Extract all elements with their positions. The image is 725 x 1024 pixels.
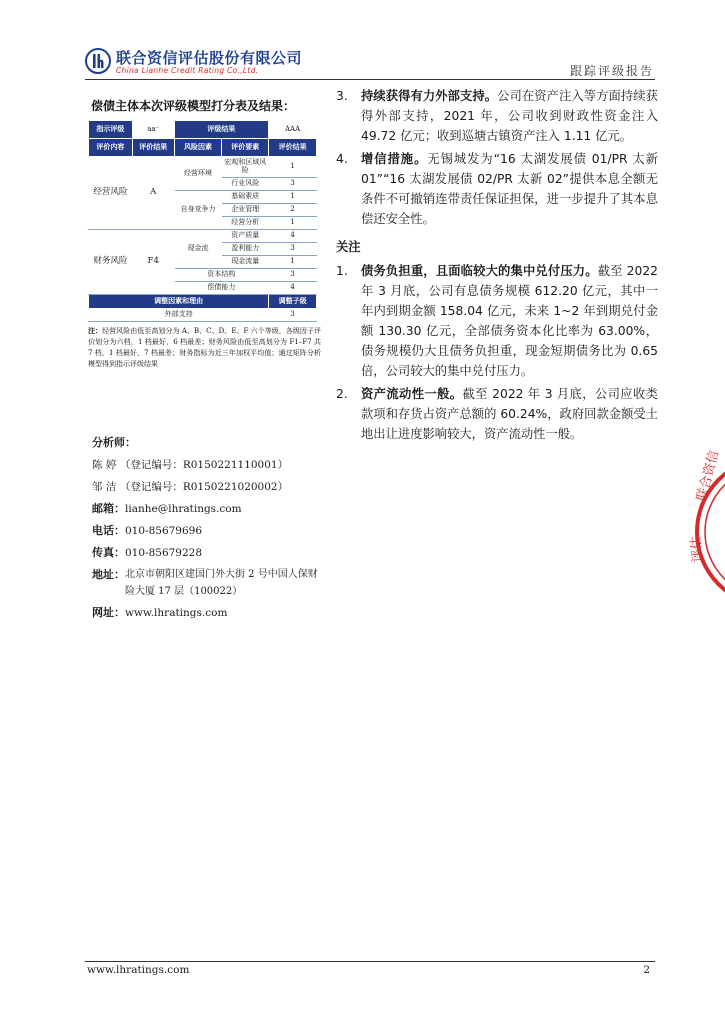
item-text: 无锡城发为“16 太湖发展债 01/PR 太新 01”“16 太湖发展债 02/PR 太新 02”提供本息全额无条件不可撤销连带责任保证担保，进一步提升了其本息偿还安全性。: [361, 152, 658, 226]
item-text: 截至 2022 年 3 月底，公司有息债务规模 612.20 亿元，其中一年内到期金额 158.04 亿元，未来 1~2 年到期兑付金额 130.30 亿元，全部债务资本化比率为 63.00%，债务规模仍大且债务负担重，现金短期债务比为 0.65 倍，公司较大的集中兑付压力。: [361, 264, 658, 378]
rating-result-label: 评级结果: [174, 121, 269, 139]
financial-risk-label: 财务风险: [89, 230, 133, 295]
financial-risk-value: F4: [132, 230, 174, 295]
table-row: [89, 121, 317, 139]
rating-model-section: [88, 93, 321, 370]
factor-score: 1: [269, 217, 317, 230]
analyst-label: 分析师：: [92, 436, 136, 449]
report-type: 跟踪评级报告: [569, 64, 654, 78]
phone-label: 电话：: [92, 524, 125, 537]
item-number: 1.: [336, 264, 348, 278]
factor-name: 经营分析: [222, 217, 269, 230]
concerns-heading: 关注: [336, 240, 361, 254]
list-item: [92, 476, 324, 498]
indicative-rating-label: 指示评级: [89, 121, 133, 139]
table-note-label: 注：: [88, 327, 103, 335]
item-title: 持续获得有力外部支持。: [361, 89, 498, 103]
factor-score: 1: [269, 256, 317, 269]
rating-model-table: [88, 120, 317, 322]
business-risk-value: A: [132, 157, 174, 230]
footer-website-link[interactable]: www.lhratings.com: [87, 964, 190, 976]
indicative-rating-value: aa⁻: [132, 121, 174, 139]
column-header: 风险因素: [174, 139, 222, 157]
main-content: [336, 86, 658, 447]
rating-table-title: 偿债主体本次评级模型打分表及结果：: [91, 99, 296, 113]
factor-name: 偿债能力: [174, 282, 269, 295]
item-number: 4.: [336, 152, 348, 166]
item-text: 截至 2022 年 3 月底，公司应收类款项和存货占资产总额的 60.24%，政府回款金额受土地出让进度影响较大，资产流动性一般。: [361, 387, 658, 441]
factor-name: 资产质量: [222, 230, 269, 243]
adjustment-header: 调整因素和理由: [89, 295, 269, 309]
business-risk-label: 经营风险: [89, 157, 133, 230]
svg-text:联合资信: 联合资信: [694, 448, 723, 504]
adjustment-value: 3: [269, 309, 317, 322]
email-link[interactable]: lianhe@lhratings.com: [125, 503, 242, 515]
header-divider: [85, 79, 655, 80]
operating-environment-label: 经营环境: [174, 157, 222, 191]
company-name-en: China Lianhe Credit Rating Co.,Ltd.: [116, 66, 259, 75]
item-number: 2.: [336, 387, 348, 401]
factor-score: 4: [269, 230, 317, 243]
analyst-reg: （登记编号：R0150221110001）: [119, 459, 289, 471]
svg-text:评估: 评估: [688, 535, 706, 563]
factor-score: 1: [269, 157, 317, 178]
seal-stamp-icon: [688, 432, 725, 632]
factor-name: 基础素质: [222, 191, 269, 204]
company-logo-icon: [85, 48, 111, 74]
factor-score: 1: [269, 191, 317, 204]
competitiveness-label: 自身竞争力: [174, 191, 222, 230]
factor-name: 资本结构: [174, 269, 269, 282]
adjustment-subheader: 调整子级: [269, 295, 317, 309]
email-label: 邮箱：: [92, 502, 125, 515]
analyst-reg: （登记编号：R0150221020002）: [119, 481, 289, 493]
factor-score: 3: [269, 269, 317, 282]
item-title: 增信措施。: [361, 152, 428, 166]
fax-value: 010-85679228: [125, 547, 203, 559]
table-row: [89, 230, 317, 243]
column-header: 评价内容: [89, 139, 133, 157]
factor-name: 宏观和区域风险: [222, 157, 269, 178]
column-header: 评价结果: [132, 139, 174, 157]
company-name-cn: 联合资信评估股份有限公司: [116, 49, 303, 67]
address-label: 地址：: [92, 568, 125, 581]
table-row: [89, 157, 317, 178]
item-title: 资产流动性一般。: [361, 387, 463, 401]
factor-name: 现金流量: [222, 256, 269, 269]
factor-name: 盈利能力: [222, 243, 269, 256]
analyst-name: 邹 洁: [92, 481, 117, 493]
factor-score: 3: [269, 243, 317, 256]
item-title: 债务负担重，且面临较大的集中兑付压力。: [361, 264, 598, 278]
factor-name: 行业风险: [222, 178, 269, 191]
table-row: [89, 139, 317, 157]
list-item: [92, 454, 324, 476]
rating-result-value: AAA: [269, 121, 317, 139]
website-label: 网址：: [92, 606, 125, 619]
address-value: 北京市朝阳区建国门外大街 2 号中国人保财险大厦 17 层（100022）: [125, 569, 318, 597]
item-number: 3.: [336, 89, 348, 103]
cash-flow-label: 现金流: [174, 230, 222, 269]
factor-score: 3: [269, 178, 317, 191]
analyst-name: 陈 婷: [92, 459, 117, 471]
fax-label: 传真：: [92, 546, 125, 559]
analyst-contacts: [92, 432, 324, 624]
list-item: [336, 86, 658, 146]
website-link[interactable]: www.lhratings.com: [125, 607, 228, 619]
table-row: [89, 295, 317, 309]
factor-name: 企业管理: [222, 204, 269, 217]
table-row: [89, 309, 317, 322]
table-note: [88, 326, 321, 370]
table-note-text: 经营风险由低至高划分为 A、B、C、D、E、F 六个等级，各级因子评价划分为六档，1 档最好，6 档最差；财务风险由低至高划分为 F1–F7 共 7 档，1 档最好，7 档最差；财务指标为近三年加权平均值；通过矩阵分析模型得到指示评级结果: [88, 327, 322, 368]
list-item: [336, 149, 658, 229]
footer-divider: [85, 961, 655, 962]
item-text: 公司在资产注入等方面持续获得外部支持，2021 年，公司收到财政性资金注入 49.72 亿元；收到巡塘古镇资产注入 1.11 亿元。: [361, 89, 658, 143]
column-header: 评价结果: [269, 139, 317, 157]
list-item: [336, 261, 658, 381]
adjustment-reason: 外部支持: [89, 309, 269, 322]
factor-score: 2: [269, 204, 317, 217]
column-header: 评价要素: [222, 139, 269, 157]
phone-value: 010-85679696: [125, 525, 203, 537]
list-item: [336, 384, 658, 444]
factor-score: 4: [269, 282, 317, 295]
page-number: 2: [643, 964, 650, 976]
